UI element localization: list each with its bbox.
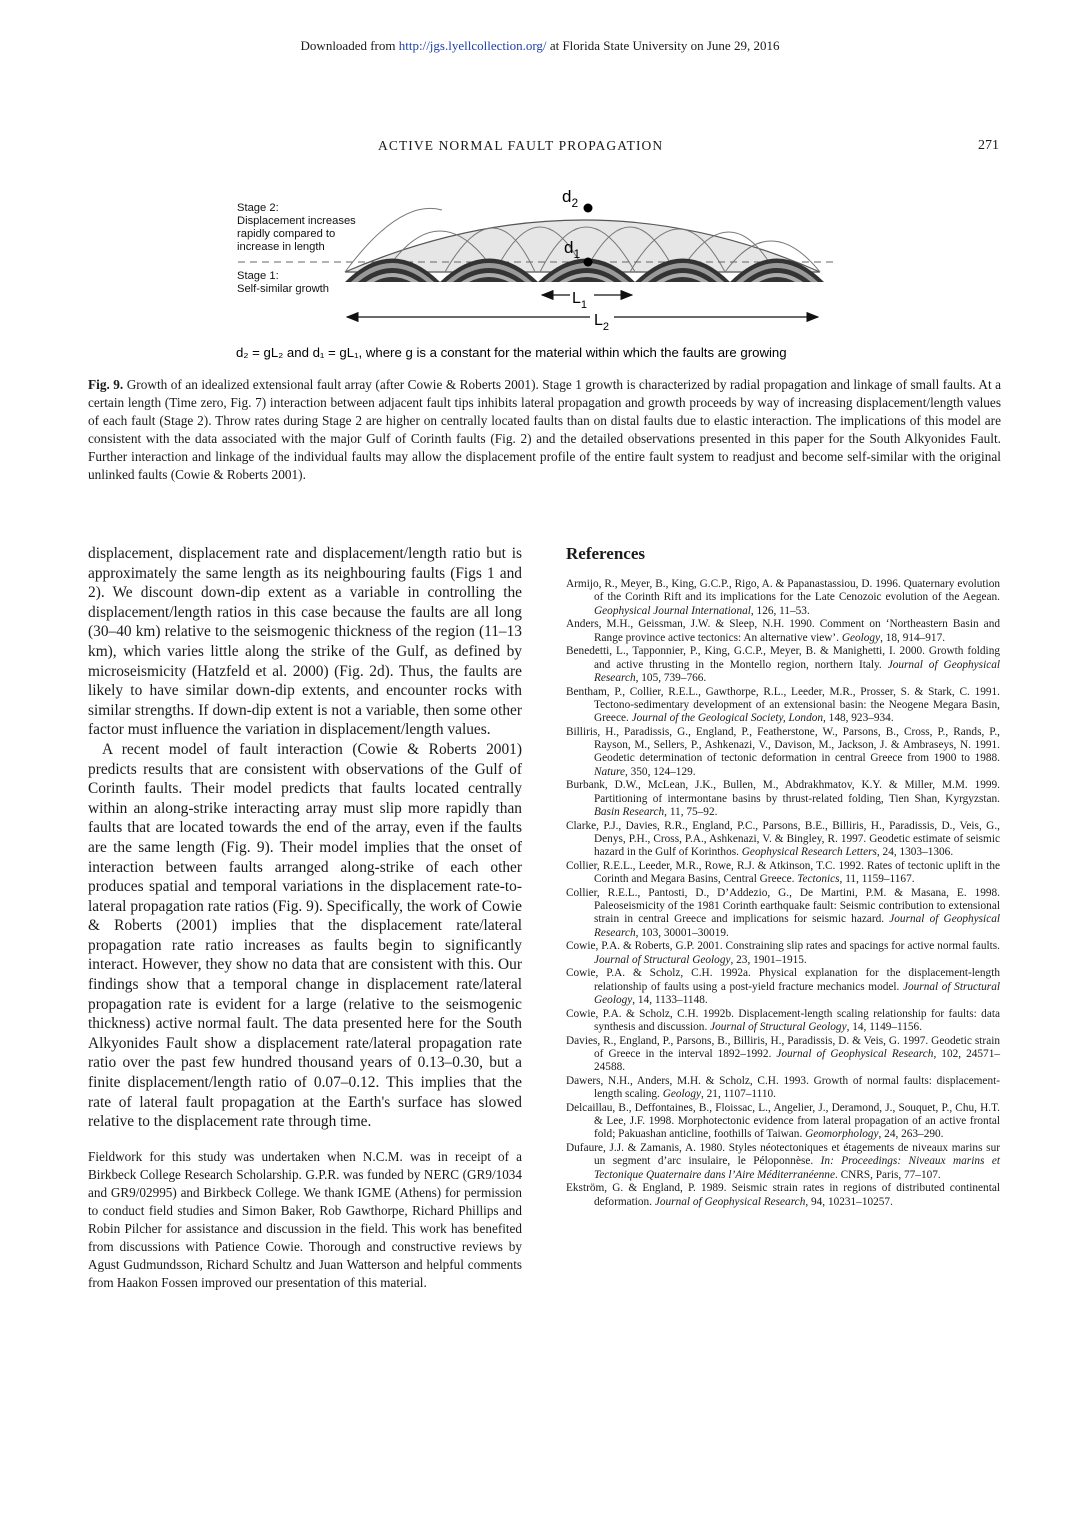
reference-entry — [566, 1075, 1000, 1102]
svg-text:Stage 1:: Stage 1: — [237, 270, 279, 282]
reference-journal: In: Proceedings: Niveaux marins et Tectonique Quaternaire dans l’Aire Méditerranéenne — [594, 1155, 1000, 1181]
figure-caption — [88, 376, 1001, 484]
reference-text: Cowie, P.A. & Scholz, C.H. 1992a. Physical explanation for the displacement-length relationship of faults using a post-yield fracture mechanics model. — [566, 967, 1000, 993]
acknowledgements: Fieldwork for this study was undertaken when N.C.M. was in receipt of a Birkbeck College Research Scholarship. G.P.R. was funded by NERC (GR9/1034 and GR9/02995) and Birkbeck College. We thank IGME (Athens) for permission to conduct field studies and Simon Baker, Rob Gawthorpe, Richard Phillips and Robin Pilcher for assistance and discussion in the field. This work has benefited from discussions with Patience Cowie. Thorough and constructive reviews by Agust Gudmundsson, Richard Schultz and Juan Watterson and helpful comments from Haakon Fossen improved our presentation of this material. — [88, 1148, 522, 1290]
body-left-column — [88, 544, 522, 1292]
reference-text: Armijo, R., Meyer, B., King, G.C.P., Rigo, A. & Papanastassiou, D. 1996. Quaternary evolution of the Corinth Rift and its implications for the Late Cenozoic evolution of the Aegean. — [566, 578, 1000, 604]
body-paragraph: displacement, displacement rate and displacement/length ratio but is approximately the same length as its neighbouring faults (Figs 1 and 2). We discount down-dip extent as a variable in controlling the displacement/length ratios in this case because the faults are all long (30–40 km) relative to the seismogenic thickness of the region (11–13 km), which varies little along the strike of the Gulf, as defined by microseismicity (Hatzfeld et al. 2000) (Fig. 2d). Thus, the faults are likely to have similar down-dip extents, and encounter rocks with similar strengths. If down-dip extent is not a variable, then some other factor must influence the variation in displacement/length values. — [88, 545, 522, 739]
reference-volume-pages: . CNRS, Paris, 77–107. — [834, 1168, 941, 1181]
reference-volume-pages: , 24, 1303–1306. — [876, 846, 954, 858]
reference-journal: Geology — [662, 1088, 701, 1100]
reference-journal: Geomorphology — [805, 1128, 879, 1141]
caption-text: Growth of an idealized extensional fault array (after Cowie & Roberts 2001). Stage 1 growth is characterized by radial propagation and linkage of small faults. At a certain length (Time zero, Fig. 7) interaction between adjacent fault tips inhibits lateral propagation and growth proceeds by way of increasing displacement/length values of each fault (Stage 2). Throw rates during Stage 2 are higher on centrally located faults than on distal faults due to elastic interaction. The implications of this model are consistent with the data associated with the major Gulf of Corinth faults (Fig. 2) and the detailed observations presented in this paper for the South Alkyonides Fault. Further interaction and linkage of the individual faults may allow the displacement profile of the entire fault system to readjust and become self-similar with the original unlinked faults (Cowie & Roberts 2001). — [88, 377, 1002, 482]
reference-entry — [566, 860, 1000, 887]
reference-volume-pages: , 126, 11–53. — [750, 604, 810, 617]
reference-text: Cowie, P.A. & Scholz, C.H. 1992b. Displacement-length scaling relationship for faults: data synthesis and discussion. — [566, 1007, 1000, 1033]
reference-entry — [566, 726, 1000, 779]
reference-journal: Journal of Geophysical Research — [594, 658, 1001, 684]
reference-journal: Geophysical Journal International — [594, 604, 751, 617]
references-heading: References — [566, 544, 645, 563]
reference-text: Collier, R.E.L., Leeder, M.R., Rowe, R.J. & Atkinson, T.C. 1992. Rates of tectonic uplift in the Corinth and Megara Basins, Central Greece. — [566, 859, 1000, 885]
reference-text: Benedetti, L., Tapponnier, P., King, G.C.P., Meyer, B. & Manighetti, I. 2000. Growth folding and active thrusting in the Montello region, northern Italy. — [566, 645, 1000, 671]
reference-text: Dufaure, J.J. & Zamanis, A. 1980. Styles néotectoniques et étagements de niveaux marins sur un segment d’arc insulaire, le Péloponnèse. — [566, 1142, 1000, 1168]
reference-text: Anders, M.H., Geissman, J.W. & Sleep, N.H. 1990. Comment on ‘Northeastern Basin and Range province active tectonics: An alternative view’. — [566, 618, 1000, 644]
reference-text: Clarke, P.J., Davies, R.R., England, P.C., Parsons, B.E., Billiris, H., Paradissis, D., Veis, G., Denys, P.H., Cross, P.A., Ashkenazi, V. & Bingley, R. 1997. Geodetic estimate of seismic hazard in the Gulf of Korinthos. — [566, 819, 1000, 858]
reference-entry — [566, 686, 1000, 726]
reference-text: Burbank, D.W., McLean, J.K., Bullen, M., Abdrakhmatov, K.Y. & Miller, M.M. 1999. Partitioning of intermontane basins by thrust-related folding, Tien Shan, Kyrgyzstan. — [566, 779, 1000, 805]
reference-entry — [566, 1035, 1000, 1075]
references-list — [566, 578, 1000, 1209]
reference-text: Cowie, P.A. & Roberts, G.P. 2001. Constraining slip rates and spacings for active normal faults. — [566, 940, 1000, 953]
svg-text:increase in length: increase in length — [237, 241, 325, 253]
reference-text: Billiris, H., Paradissis, G., England, P., Featherstone, W., Parsons, B., Cross, P., Rands, P., Rayson, M., Sellers, P., Ashkenazi, V., Davison, M., Jackson, J. & Ambraseys, N. 1991. Geodetic determination of tectonic deformation in central Greece from 1900 to 1988. — [566, 725, 1000, 765]
reference-text: Ekström, G. & England, P. 1989. Seismic strain rates in regions of distributed continental deformation. — [566, 1182, 1000, 1208]
d1-label: $d_1$ — [564, 238, 581, 261]
reference-entry — [566, 887, 1000, 940]
reference-volume-pages: , 21, 1107–1110. — [701, 1088, 776, 1100]
reference-journal: Journal of Structural Geology — [710, 1020, 847, 1033]
reference-journal: Geophysical Research Letters — [741, 846, 877, 858]
reference-text: Delcaillau, B., Deffontaines, B., Floissac, L., Angelier, J., Deramond, J., Souquet, P., Chu, H.T. & Lee, J.F. 1998. Morphotectonic evidence from lateral propagation of an active frontal fold; Pakuashan anticline, foothills of Taiwan. — [566, 1101, 1000, 1141]
reference-journal: Basin Research — [594, 805, 665, 818]
reference-entry — [566, 1102, 1000, 1142]
reference-journal: Tectonics — [797, 873, 840, 885]
reference-volume-pages: , 11, 75–92. — [664, 805, 718, 818]
reference-entry — [566, 820, 1000, 860]
page-number: 271 — [978, 138, 999, 153]
reference-volume-pages: , 14, 1149–1156. — [846, 1020, 923, 1033]
reference-entry — [566, 1142, 1000, 1182]
stage1-label — [237, 270, 329, 295]
d1-point — [584, 258, 593, 267]
reference-volume-pages: , 103, 30001–30019. — [635, 926, 729, 939]
reference-volume-pages: , 148, 923–934. — [823, 712, 894, 724]
reference-volume-pages: , 24, 263–290. — [878, 1128, 944, 1141]
reference-text: Collier, R.E.L., Pantosti, D., D’Addezio, G., De Martini, P.M. & Masana, E. 1998. Paleoseismicity of the 1981 Corinth earthquake fault: Seismic contribution to extensional strain in central Greece and implications for seismic hazard. — [566, 886, 1000, 926]
reference-volume-pages: , 94, 10231–10257. — [805, 1195, 893, 1208]
reference-volume-pages: , 102, 24571–24588. — [594, 1047, 1000, 1073]
reference-volume-pages: , 18, 914–917. — [880, 631, 946, 644]
reference-volume-pages: , 105, 739–766. — [635, 671, 707, 684]
reference-text: Dawers, N.H., Anders, M.H. & Scholz, C.H. 1993. Growth of normal faults: displacement-length scaling. — [566, 1074, 1000, 1100]
reference-journal: Journal of Geophysical Research — [654, 1195, 806, 1208]
download-link[interactable]: http://jgs.lyellcollection.org/ — [398, 38, 547, 53]
reference-entry — [566, 940, 1000, 967]
reference-journal: Journal of Geophysical Research — [594, 913, 1001, 939]
figure-equation: d₂ = gL₂ and d₁ = gL₁, where g is a constant for the material within which the faults are growing — [236, 345, 787, 360]
svg-text:Stage 2:: Stage 2: — [237, 202, 279, 214]
caption-label: Fig. 9. — [88, 377, 124, 392]
stage2-label — [237, 202, 356, 253]
reference-entry — [566, 967, 1000, 1007]
reference-volume-pages: , 14, 1133–1148. — [632, 993, 708, 1006]
reference-entry — [566, 618, 1000, 645]
reference-journal: Journal of Geophysical Research — [776, 1047, 934, 1060]
reference-entry — [566, 645, 1000, 685]
reference-entry — [566, 1008, 1000, 1035]
L1-label: $L_1$ — [572, 290, 588, 311]
fault-growth-figure — [230, 180, 870, 370]
reference-entry — [566, 779, 1000, 819]
running-title: ACTIVE NORMAL FAULT PROPAGATION — [378, 138, 664, 153]
svg-text:rapidly compared to: rapidly compared to — [237, 228, 336, 240]
reference-text: Davies, R., England, P., Parsons, B., Billiris, H., Paradissis, D. & Veis, G. 1997. Geodetic strain of Greece in the interval 1892–1992. — [566, 1034, 1000, 1060]
d2-label: $d_2$ — [562, 187, 579, 210]
download-suffix: at Florida State University on June 29, 2016 — [546, 38, 780, 53]
reference-text: Bentham, P., Collier, R.E.L., Gawthorpe, R.L., Leeder, M.R., Prosser, S. & Stark, C. 1991. Tectono-sedimentary development of an extensional basin: the Neogene Megara Basin, Greece. — [566, 685, 1000, 724]
reference-journal: Journal of the Geological Society, London — [631, 712, 824, 724]
reference-volume-pages: , 11, 1159–1167. — [839, 873, 915, 885]
reference-journal: Journal of Structural Geology — [594, 953, 731, 966]
reference-entry — [566, 578, 1000, 618]
svg-text:Displacement increases: Displacement increases — [237, 215, 356, 227]
d2-point — [584, 204, 593, 213]
reference-journal: Journal of Structural Geology — [594, 980, 1000, 1006]
reference-journal: Nature — [594, 765, 625, 778]
download-prefix: Downloaded from — [300, 38, 399, 53]
body-paragraph: A recent model of fault interaction (Cowie & Roberts 2001) predicts results that are consistent with observations of the Gulf of Corinth faults. Their model predicts that faults located centrally within an along-strike interacting array must slip more rapidly than faults that are located towards the end of the array, even if the faults are the same length (Fig. 9). Their model implies that the onset of interaction between faults arranged along-strike of each other produces spatial and temporal variations in the displacement rate-to-lateral propagation rate ratios (Fig. 9). Specifically, the work of Cowie & Roberts (2001) implies that the displacement rate/lateral propagation rate ratio increases as faults begin to significantly interact. However, they show no data that are consistent with this. Our findings show that a temporal change in displacement rate/lateral propagation rate is evident for a large (relative to the seismogenic thickness) active normal fault. The data presented here for the South Alkyonides Fault show a displacement rate/lateral propagation rate ratio over the past few hundred thousand years of 0.13–0.30, but a finite displacement/length ratio of 0.07–0.12. This implies that the rate of lateral fault propagation at the Earth's surface has slowed relative to the displacement rate through time. — [88, 740, 522, 1131]
svg-text:Self-similar growth: Self-similar growth — [237, 283, 330, 295]
L2-label: $L_2$ — [594, 312, 610, 333]
download-notice — [0, 38, 1080, 54]
reference-volume-pages: , 23, 1901–1915. — [730, 953, 807, 966]
reference-volume-pages: , 350, 124–129. — [624, 765, 696, 778]
reference-journal: Geology — [841, 631, 881, 644]
reference-entry — [566, 1182, 1000, 1209]
